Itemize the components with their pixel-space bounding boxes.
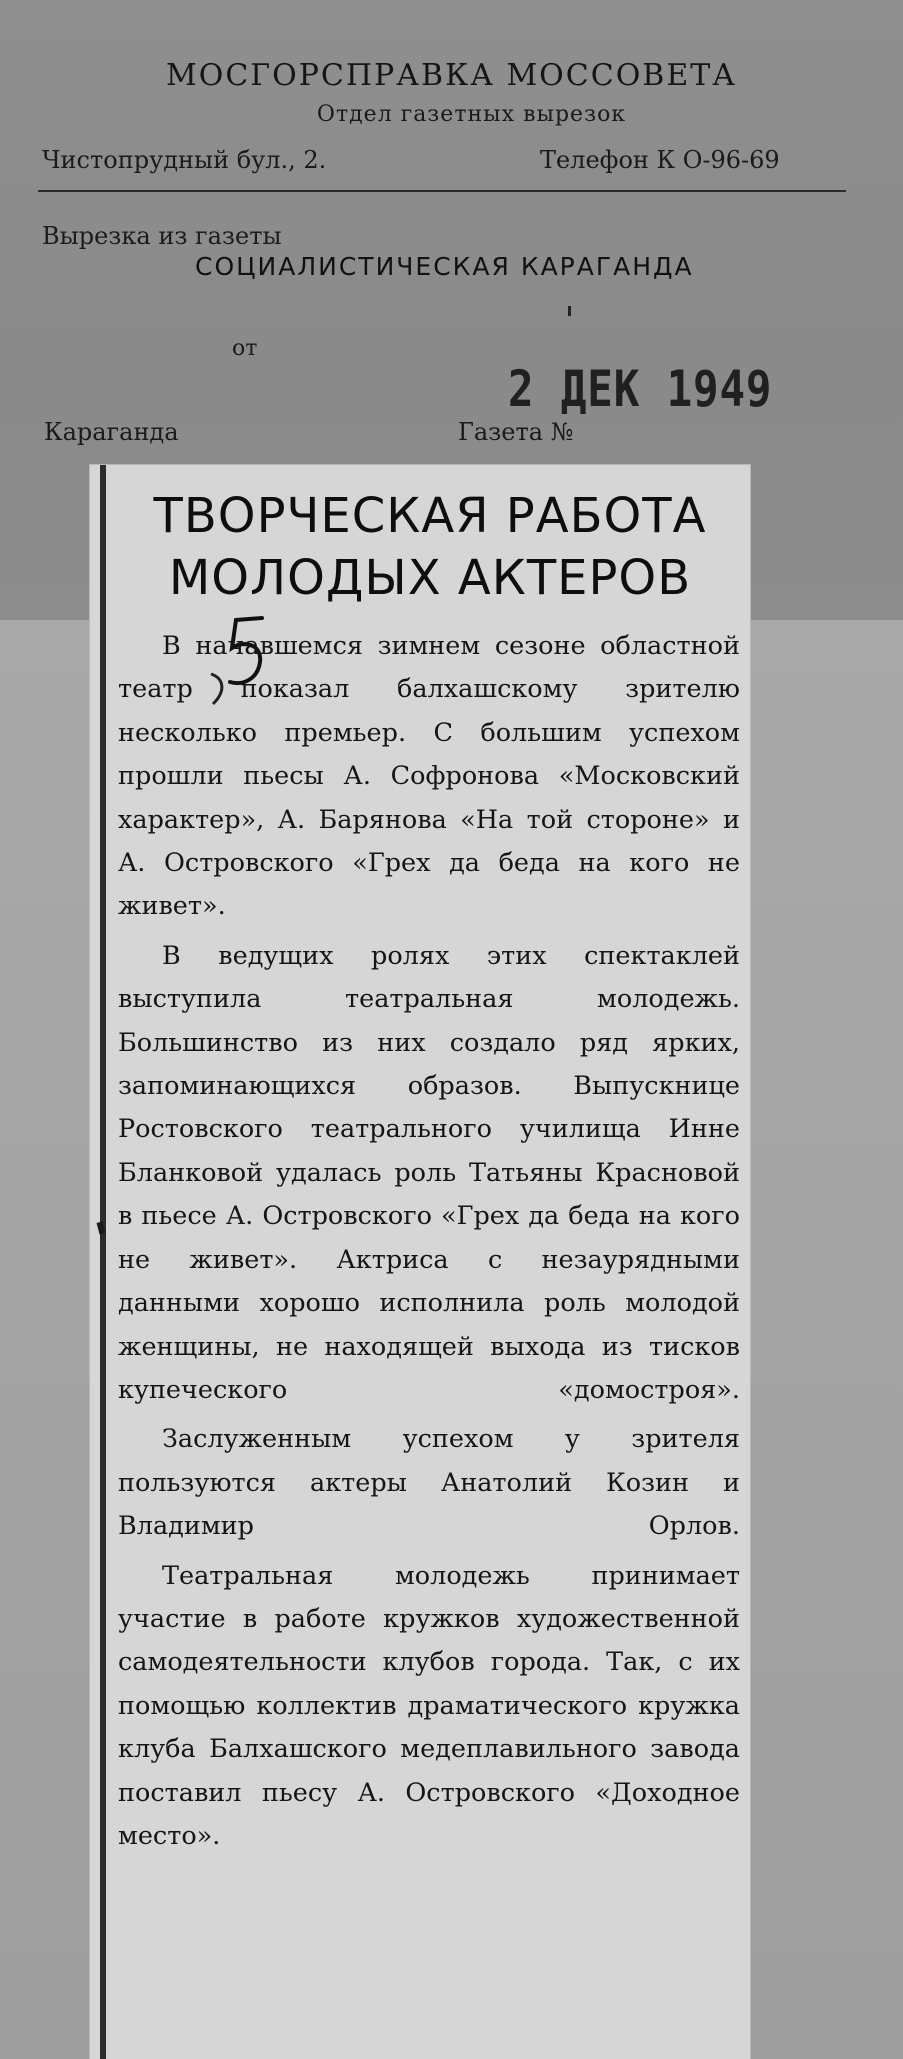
from-label: от [232, 336, 258, 361]
article-paragraph: В начавшемся зимнем сезоне областной театр показал балхашскому зрителю несколько премьер. С большим успехом прошли пьесы А. Софронова «Московский характер», А. Барянова «На той стороне» и А. Островского «Грех да беда на кого не живет». [118, 631, 740, 922]
headline-line-1: ТВОРЧЕСКАЯ РАБОТА [153, 488, 707, 544]
clipping-label: Вырезка из газеты [42, 222, 282, 250]
article-paragraph: Заслуженным успехом у зрителя пользуются актеры Анатолий Козин и Владимир Орлов. [118, 1424, 740, 1542]
department-name: Отдел газетных вырезок [316, 102, 627, 127]
phone-number: Телефон К О-96-69 [540, 146, 780, 174]
newspaper-number-label: Газета № [458, 418, 574, 446]
article-paragraph: В ведущих ролях этих спектаклей выступила театральная молодежь. Большинство из них создало ряд ярких, запоминающихся образов. Выпускнице Ростовского театрального училища Инне Бланковой удалась роль Татьяны Красновой в пьесе А. Островского «Грех да беда на кого не живет». Актриса с незаурядными данными хорошо исполнила роль молодой женщины, не находящей выхода из тисков купеческого «домостроя». [118, 940, 740, 1405]
date-stamp: 2 ДЕК 1949 [508, 360, 773, 418]
clipping-edge-line [100, 465, 106, 2059]
article-body [118, 625, 740, 1858]
headline-line-2: МОЛОДЫХ АКТЕРОВ [168, 550, 692, 606]
article-paragraph: Театральная молодежь принимает участие в работе кружков художественной самодеятельности клубов города. Так, с их помощью коллектив драматического кружка клуба Балхашского медеплавильного завода поставил пьесу А. Островского «Доходное место». [118, 1560, 740, 1851]
organization-title: МОСГОРСПРАВКА МОССОВЕТА [166, 58, 737, 93]
divider-line [38, 190, 846, 192]
city-name: Караганда [44, 418, 179, 446]
print-mark [568, 306, 571, 316]
article-headline [120, 485, 740, 609]
newspaper-name: СОЦИАЛИСТИЧЕСКАЯ КАРАГАНДА [195, 252, 694, 281]
address: Чистопрудный бул., 2. [42, 146, 327, 174]
